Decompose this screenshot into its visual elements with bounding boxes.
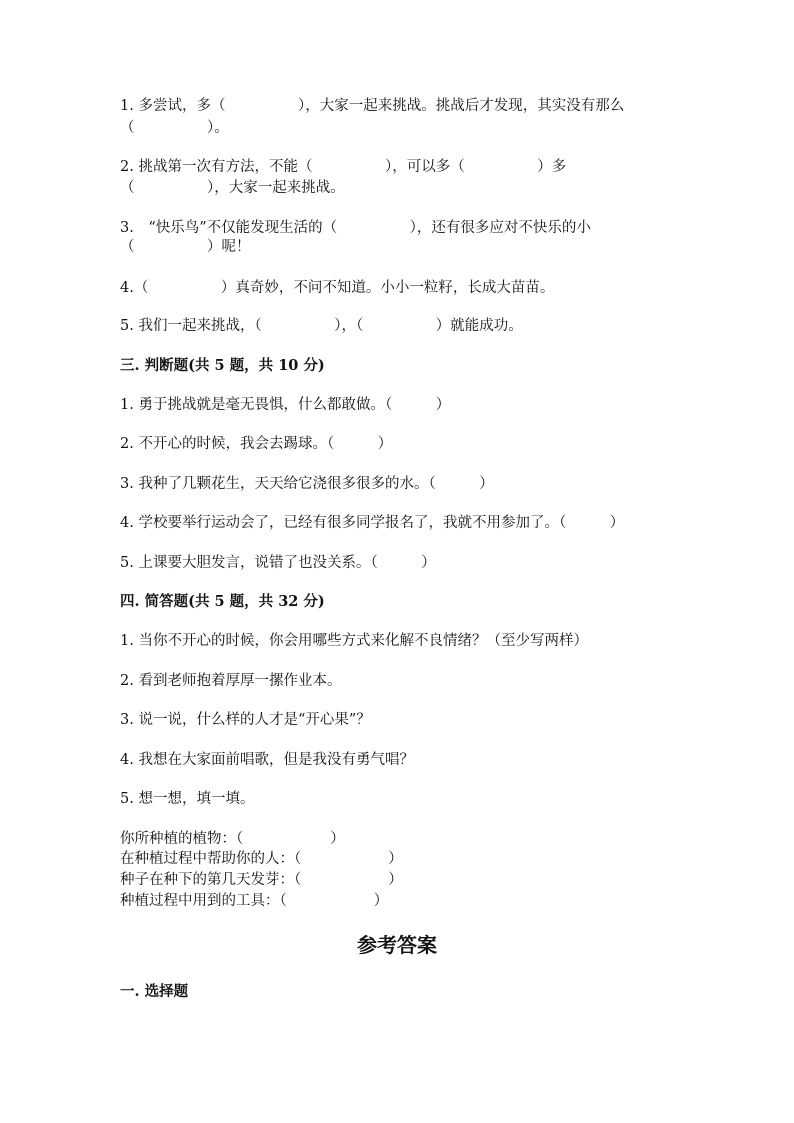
fill-blank-question-2: 2. 挑战第一次有方法，不能（ ），可以多（ ）多 bbox=[120, 159, 567, 175]
answers-title: 参考答案 bbox=[357, 933, 437, 957]
fill-blank-question-5: 5. 我们一起来挑战，（ ），（ ）就能成功。 bbox=[120, 318, 523, 334]
judge-section-heading: 三. 判断题(共 5 题，共 10 分) bbox=[120, 357, 325, 374]
short-answer-section-heading: 四. 简答题(共 5 题，共 32 分) bbox=[120, 593, 325, 610]
planting-subitem-tools: 种植过程中用到的工具：（ ） bbox=[120, 893, 389, 909]
judge-question-3: 3. 我种了几颗花生，天天给它浇很多很多的水。（ ） bbox=[120, 476, 494, 492]
short-answer-question-4: 4. 我想在大家面前唱歌，但是我没有勇气唱？ bbox=[120, 752, 414, 768]
fill-blank-question-3-continued: （ ）呢！ bbox=[120, 239, 251, 255]
planting-subitem-helper: 在种植过程中帮助你的人：（ ） bbox=[120, 851, 403, 867]
fill-blank-question-3: 3. “快乐鸟”不仅能发现生活的（ ），还有很多应对不快乐的小 bbox=[120, 220, 591, 236]
fill-blank-question-1: 1. 多尝试，多（ ），大家一起来挑战。挑战后才发现，其实没有那么 bbox=[120, 98, 625, 114]
short-answer-question-3: 3. 说一说，什么样的人才是“开心果”？ bbox=[120, 712, 371, 728]
planting-subitem-germination-day: 种子在种下的第几天发芽：（ ） bbox=[120, 872, 403, 888]
planting-subitem-plant: 你所种植的植物：（ ） bbox=[120, 831, 345, 847]
answers-section-1-heading: 一. 选择题 bbox=[120, 983, 189, 1000]
judge-question-2: 2. 不开心的时候，我会去踢球。（ ） bbox=[120, 436, 393, 452]
fill-blank-question-2-continued: （ ），大家一起来挑战。 bbox=[120, 180, 345, 196]
judge-question-5: 5. 上课要大胆发言，说错了也没关系。（ ） bbox=[120, 555, 436, 571]
judge-question-4: 4. 学校要举行运动会了，已经有很多同学报名了，我就不用参加了。（ ） bbox=[120, 515, 625, 531]
short-answer-question-2: 2. 看到老师抱着厚厚一摞作业本。 bbox=[120, 673, 342, 689]
fill-blank-question-1-continued: （ ）。 bbox=[120, 120, 229, 136]
fill-blank-question-4: 4.（ ）真奇妙，不问不知道。小小一粒籽，长成大苗苗。 bbox=[120, 280, 555, 296]
short-answer-question-5: 5. 想一想，填一填。 bbox=[120, 791, 255, 807]
short-answer-question-1: 1. 当你不开心的时候，你会用哪些方式来化解不良情绪？（至少写两样） bbox=[120, 633, 588, 649]
judge-question-1: 1. 勇于挑战就是毫无畏惧，什么都敢做。（ ） bbox=[120, 397, 451, 413]
